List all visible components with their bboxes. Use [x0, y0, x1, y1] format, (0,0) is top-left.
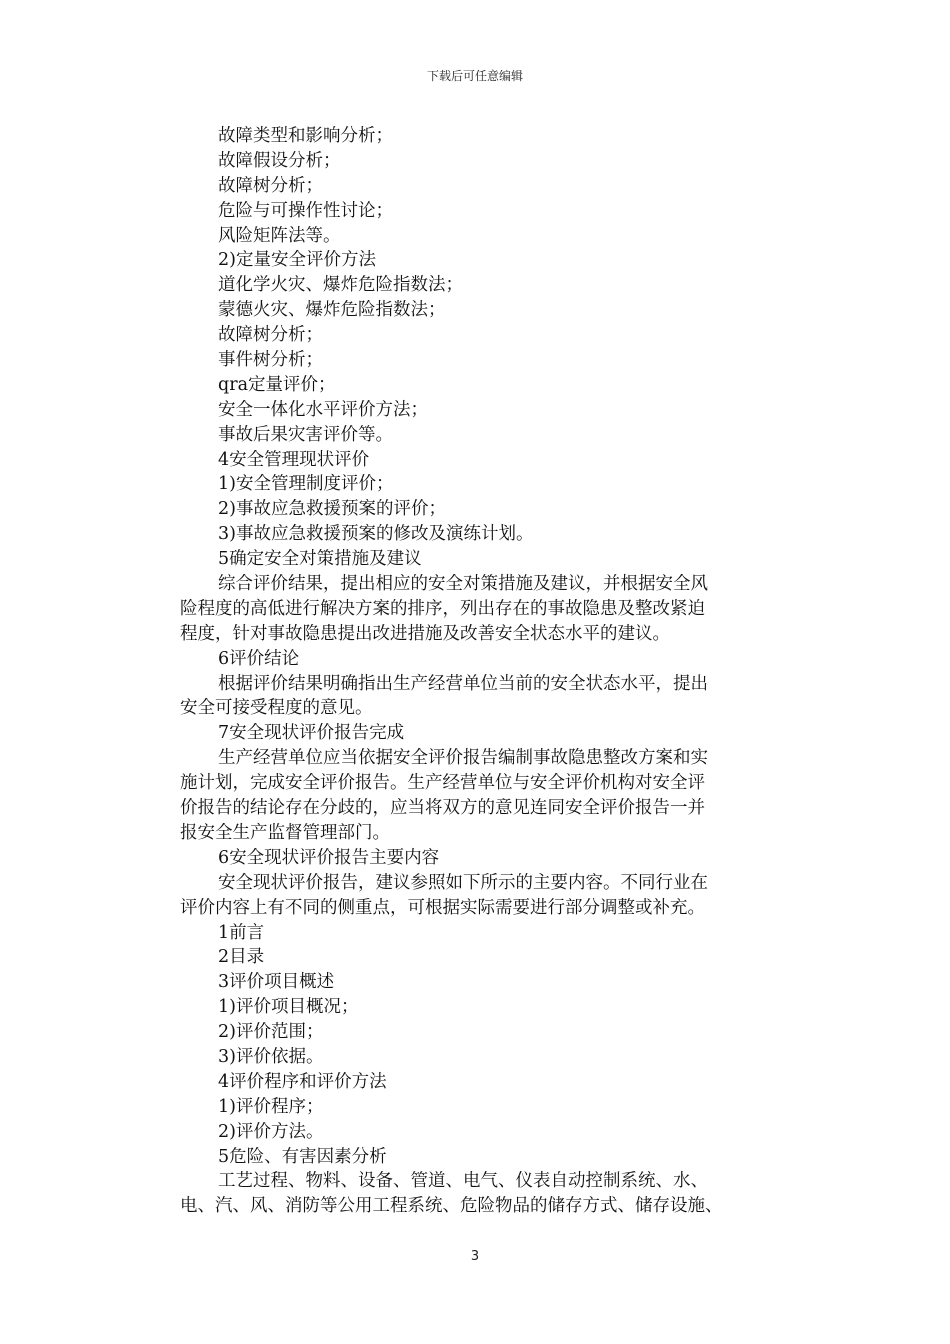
text-line: 4评价程序和评价方法: [218, 1071, 387, 1092]
text-line: 安全一体化水平评价方法；: [218, 399, 428, 420]
text-line: 风险矩阵法等。: [218, 225, 341, 246]
text-line: 2目录: [218, 947, 265, 968]
text-line: 程度，针对事故隐患提出改进措施及改善安全状态水平的建议。: [180, 623, 670, 644]
text-line: 1)安全管理制度评价；: [218, 474, 394, 495]
text-line: 3评价项目概述: [218, 972, 335, 993]
text-line: 5确定安全对策措施及建议: [218, 549, 422, 570]
text-line: 7安全现状评价报告完成: [218, 723, 405, 744]
text-line: 道化学火灾、爆炸危险指数法；: [218, 275, 463, 296]
text-line: qra定量评价；: [218, 374, 336, 395]
text-line: 蒙德火灾、爆炸危险指数法；: [218, 300, 446, 321]
text-line: 4安全管理现状评价: [218, 449, 370, 470]
text-line: 3)事故应急救援预案的修改及演练计划。: [218, 524, 534, 545]
text-line: 根据评价结果明确指出生产经营单位当前的安全状态水平，提出: [218, 673, 708, 694]
text-line: 2)事故应急救援预案的评价；: [218, 499, 446, 520]
text-line: 2)评价方法。: [218, 1121, 324, 1142]
text-line: 故障类型和影响分析；: [218, 126, 393, 146]
text-line: 评价内容上有不同的侧重点，可根据实际需要进行部分调整或补充。: [180, 897, 705, 918]
text-line: 危险与可操作性讨论；: [218, 200, 393, 221]
text-line: 电、汽、风、消防等公用工程系统、危险物品的储存方式、储存设施、: [180, 1196, 723, 1217]
header-note: 下载后可任意编辑: [426, 69, 523, 83]
text-line: 2)评价范围；: [218, 1022, 324, 1043]
text-line: 安全可接受程度的意见。: [180, 698, 373, 719]
text-line: 1前言: [218, 922, 265, 943]
text-line: 综合评价结果，提出相应的安全对策措施及建议，并根据安全风: [218, 574, 708, 595]
text-line: 1)评价项目概况；: [218, 997, 359, 1018]
document-body: [180, 124, 770, 1219]
text-line: 工艺过程、物料、设备、管道、电气、仪表自动控制系统、水、: [218, 1171, 708, 1192]
text-line: 1)评价程序；: [218, 1096, 324, 1117]
text-line: 故障树分析；: [218, 175, 323, 196]
text-line: 价报告的结论存在分歧的，应当将双方的意见连同安全评价报告一并: [180, 798, 705, 819]
text-line: 6评价结论: [218, 648, 300, 669]
text-line: 险程度的高低进行解决方案的排序，列出存在的事故隐患及整改紧迫: [180, 598, 705, 619]
text-line: 故障假设分析；: [218, 150, 341, 171]
text-line: 5危险、有害因素分析: [218, 1146, 387, 1167]
text-line: 3)评价依据。: [218, 1046, 324, 1067]
text-line: 安全现状评价报告，建议参照如下所示的主要内容。不同行业在: [218, 872, 708, 893]
text-line: 事故后果灾害评价等。: [218, 424, 393, 445]
page-number: 3: [470, 1249, 480, 1264]
text-line: 6安全现状评价报告主要内容: [218, 847, 440, 868]
text-line: 2)定量安全评价方法: [218, 250, 376, 271]
text-line: 生产经营单位应当依据安全评价报告编制事故隐患整改方案和实: [218, 748, 708, 769]
text-line: 事件树分析；: [218, 350, 323, 371]
text-line: 报安全生产监督管理部门。: [180, 822, 390, 843]
text-line: 施计划，完成安全评价报告。生产经营单位与安全评价机构对安全评: [180, 773, 705, 794]
text-line: 故障树分析；: [218, 325, 323, 346]
